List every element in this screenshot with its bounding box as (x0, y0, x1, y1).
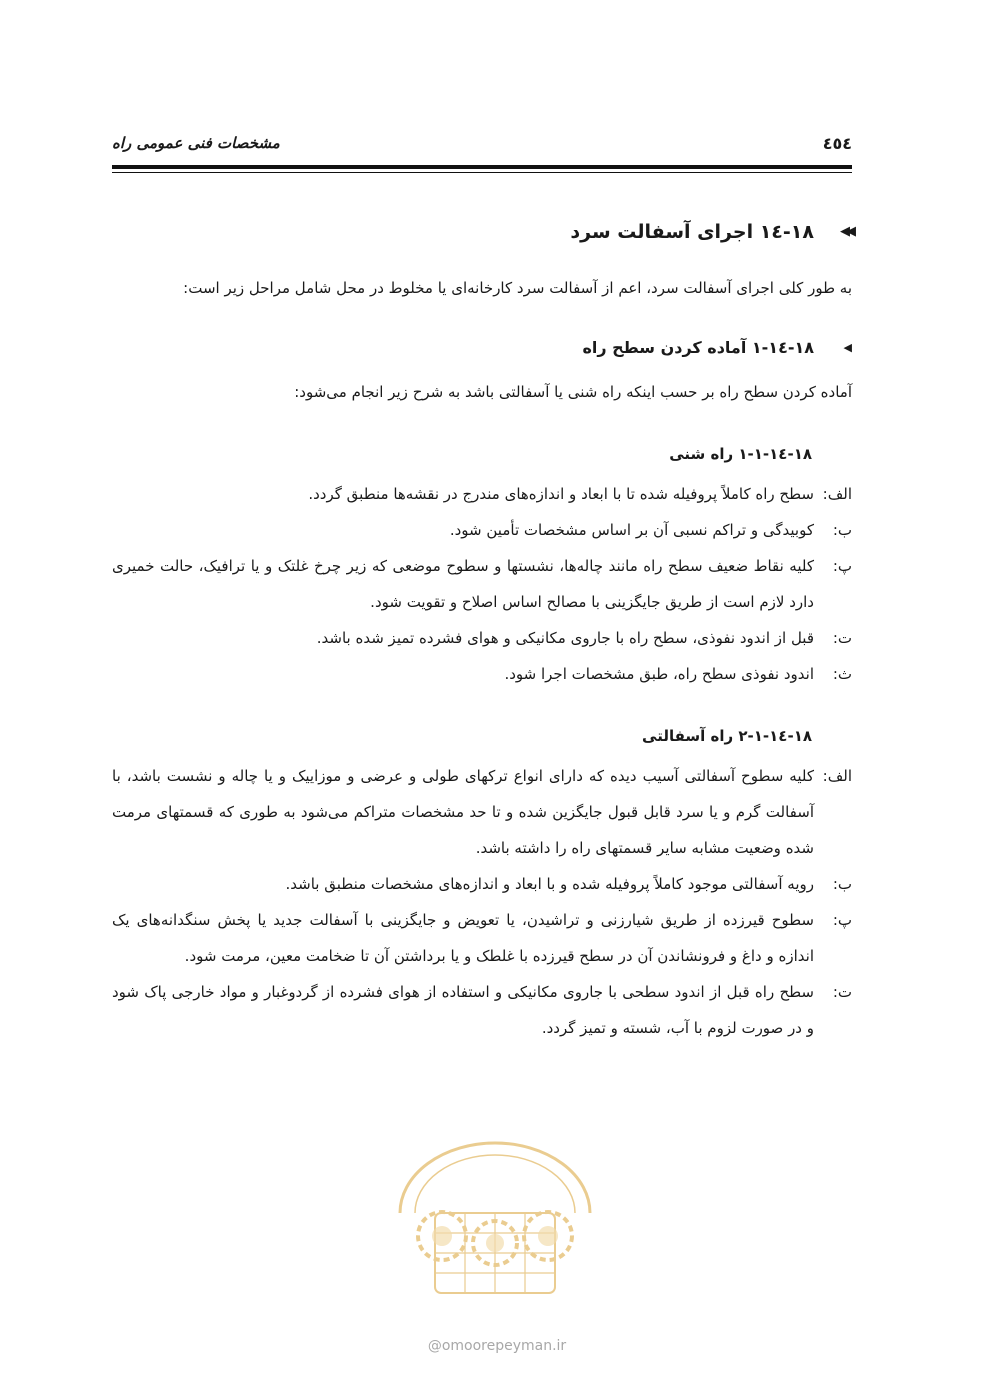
watermark-seal-icon (380, 1118, 610, 1308)
page-header (112, 128, 852, 158)
list-item (112, 620, 852, 656)
list-item (112, 512, 852, 548)
list-item (112, 476, 852, 512)
list-item (112, 656, 852, 692)
item-text: کلیه نقاط ضعیف سطح راه مانند چاله‌ها، نشستها و سطوح موضعی که زیر چرخ غلتک و یا ترافیک، حالت خمیری دارد لازم است از طریق جایگزینی با مصالح اساس اصلاح و تقویت شود. (112, 557, 814, 611)
running-title: مشخصات فنی عمومی راه (112, 134, 280, 152)
section-heading (112, 212, 852, 252)
section-title: ١٨-١٤ اجرای آسفالت سرد (570, 221, 814, 243)
item-text: کوبیدگی و تراکم نسبی آن بر اساس مشخصات تأمین شود. (449, 521, 814, 539)
item-text: کلیه سطوح آسفالتی آسیب دیده که دارای انواع ترکهای طولی و عرضی و موزاییک و یا چاله و نشست باشد، با آسفالت گرم و یا سرد قابل قبول جایگزین شده و تا حد مشخصات متراکم می‌شود به طوری که قسمتهای مرمت شده وضعیت مشابه سایر قسمتهای راه را داشته باشد. (112, 767, 814, 857)
item-label: الف: (822, 485, 852, 503)
list-item (112, 758, 852, 866)
subsection-intro: آماده کردن سطح راه بر حسب اینکه راه شنی یا آسفالتی باشد به شرح زیر انجام می‌شود: (294, 383, 852, 401)
item-label: پ: (832, 557, 852, 575)
subsection-heading (112, 330, 852, 366)
section-intro: به طور کلی اجرای آسفالت سرد، اعم از آسفالت سرد کارخانه‌ای یا مخلوط در محل شامل مراحل زیر است: (183, 279, 852, 297)
item-text: قبل از اندود نفوذی، سطح راه با جاروی مکانیکی و هوای فشرده تمیز شده باشد. (316, 629, 814, 647)
item-label: ب: (832, 875, 852, 893)
asphalt-road-list (112, 758, 852, 1046)
asphalt-road-heading: ١٨-١٤-١-٢ راه آسفالتی (642, 727, 812, 745)
item-label: ب: (832, 521, 852, 539)
item-text: سطح راه کاملاً پروفیله شده تا با ابعاد و اندازه‌های مندرج در نقشه‌ها منطبق گردد. (308, 485, 814, 503)
item-text: اندود نفوذی سطح راه، طبق مشخصات اجرا شود. (504, 665, 814, 683)
double-arrow-icon: ◀◀ (840, 224, 852, 239)
page-content (112, 212, 852, 1046)
item-label: ت: (832, 983, 852, 1001)
list-item (112, 902, 852, 974)
gravel-road-heading: ١٨-١٤-١-١ راه شنی (669, 445, 812, 463)
watermark-url: @omoorepeyman.ir (427, 1338, 567, 1354)
item-text: سطوح قیرزده از طریق شیارزنی و تراشیدن، یا تعویض و جایگزینی با آسفالت جدید یا پخش سنگدانه‌های یک اندازه و داغ و فرونشاندن آن در سطح قیرزده با غلطک و یا برداشتن آن تا ضخامت معین، مرمت شود. (112, 911, 814, 965)
gravel-road-list (112, 476, 852, 692)
page-number: ٤٥٤ (822, 133, 852, 153)
subsection-title: ١٨-١٤-١ آماده کردن سطح راه (582, 338, 814, 357)
list-item (112, 866, 852, 902)
item-text: رویه آسفالتی موجود کاملاً پروفیله شده و با ابعاد و اندازه‌های مشخصات منطبق باشد. (285, 875, 814, 893)
item-text: سطح راه قبل از اندود سطحی با جاروی مکانیکی و استفاده از هوای فشرده از گردوغبار و مواد خارجی پاک شود و در صورت لزوم با آب، شسته و تمیز گردد. (112, 983, 814, 1037)
list-item (112, 974, 852, 1046)
header-rule-thin (112, 172, 852, 173)
arrow-icon: ◀ (843, 341, 852, 354)
list-item (112, 548, 852, 620)
item-label: پ: (832, 911, 852, 929)
item-label: ث: (832, 665, 852, 683)
header-rule-thick (112, 165, 852, 169)
item-label: الف: (822, 767, 852, 785)
item-label: ت: (832, 629, 852, 647)
